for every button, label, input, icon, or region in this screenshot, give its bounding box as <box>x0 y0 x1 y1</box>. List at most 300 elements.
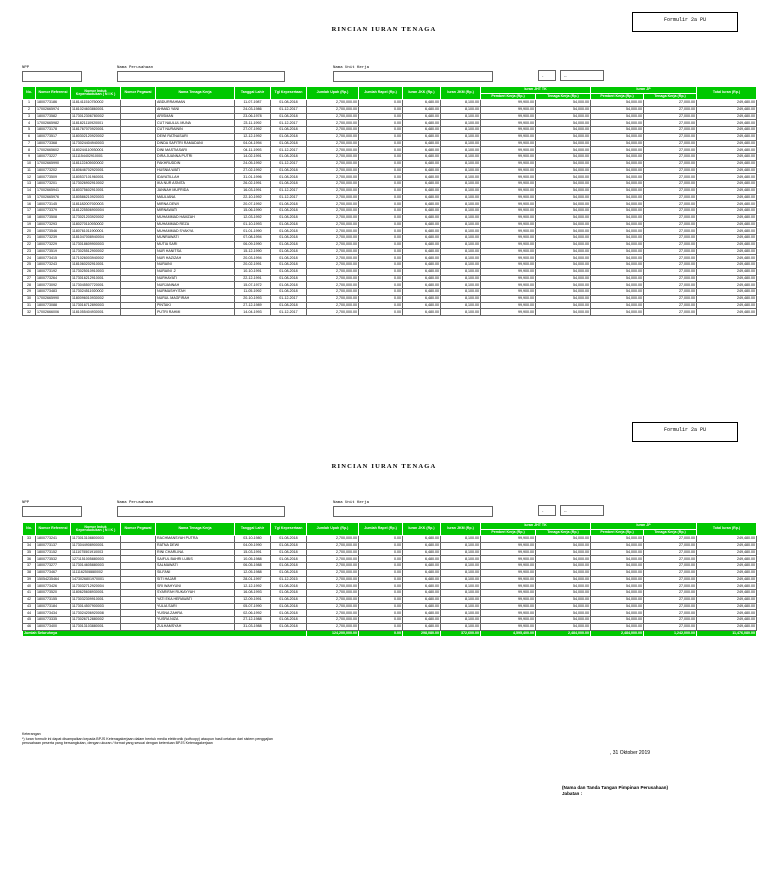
row-nik: 1181055404930001 <box>71 309 121 316</box>
row-jht-ee: 54,000.00 <box>536 569 591 576</box>
row-ref-no: 1800773239 <box>36 235 71 242</box>
row-jht-ee: 54,000.00 <box>536 295 591 302</box>
date-line: , 31 Oktober 2019 <box>610 750 651 756</box>
row-jp-er: 54,000.00 <box>591 120 644 127</box>
row-jkm: 8,100.00 <box>441 235 481 242</box>
row-dob: 27-07-1992 <box>235 127 271 134</box>
row-name: YUSRA NIZA <box>156 617 235 624</box>
row-dob: 20-03-1994 <box>235 255 271 262</box>
signature-position-line: Jabatan : <box>562 791 583 797</box>
row-rapel: 0.00 <box>359 228 403 235</box>
row-jht-er: 99,900.00 <box>481 302 536 309</box>
row-no: 35 <box>23 549 36 556</box>
table-row <box>23 174 757 181</box>
row-jkm: 8,100.00 <box>441 133 481 140</box>
row-join: 01-08-2018 <box>271 100 307 107</box>
row-wage: 2,700,000.00 <box>307 214 359 221</box>
row-nik: 1180244110930001 <box>71 147 121 154</box>
table-row <box>23 542 757 549</box>
row-jp-er: 54,000.00 <box>591 583 644 590</box>
row-jkk: 6,480.00 <box>403 127 441 134</box>
row-jkk: 6,480.00 <box>403 596 441 603</box>
row-no: 33 <box>23 536 36 543</box>
row-jht-ee: 54,000.00 <box>536 113 591 120</box>
row-jht-ee: 54,000.00 <box>536 590 591 597</box>
row-jp-er: 54,000.00 <box>591 214 644 221</box>
row-jht-ee: 54,000.00 <box>536 610 591 617</box>
row-wage: 2,700,000.00 <box>307 610 359 617</box>
row-nik: 1180270110930002 <box>71 221 121 228</box>
row-emp-no <box>121 154 156 161</box>
row-name: RACHMANSYAH PUTRA <box>156 536 235 543</box>
row-ref-no: 1800773546 <box>36 228 71 235</box>
row-jkm: 8,100.00 <box>441 255 481 262</box>
row-ref-no: 1800773092 <box>36 282 71 289</box>
row-jht-ee: 54,000.00 <box>536 275 591 282</box>
row-emp-no <box>121 208 156 215</box>
row-jht-er: 99,900.00 <box>481 221 536 228</box>
row-emp-no <box>121 255 156 262</box>
row-join: 01-08-2018 <box>271 542 307 549</box>
row-rapel: 0.00 <box>359 100 403 107</box>
row-jht-er: 99,900.00 <box>481 569 536 576</box>
row-jkm: 8,100.00 <box>441 563 481 570</box>
row-name: DEWI RATNASARI <box>156 133 235 140</box>
row-total: 249,480.00 <box>697 610 757 617</box>
header-jp-employee: Tenaga Kerja (Rp.) <box>644 529 697 536</box>
row-jht-er: 99,900.00 <box>481 154 536 161</box>
row-rapel: 0.00 <box>359 556 403 563</box>
row-no: 12 <box>23 174 36 181</box>
row-jp-er: 54,000.00 <box>591 255 644 262</box>
row-jp-er: 54,000.00 <box>591 228 644 235</box>
row-jht-ee: 54,000.00 <box>536 228 591 235</box>
row-jkm: 8,100.00 <box>441 120 481 127</box>
row-jht-ee: 54,000.00 <box>536 623 591 630</box>
row-jkm: 8,100.00 <box>441 603 481 610</box>
row-jkm: 8,100.00 <box>441 113 481 120</box>
row-join: 01-08-2018 <box>271 623 307 630</box>
row-rapel: 0.00 <box>359 221 403 228</box>
row-total: 249,480.00 <box>697 255 757 262</box>
notes-title: Keterangan <box>22 732 41 736</box>
row-jp-ee: 27,000.00 <box>644 603 697 610</box>
row-emp-no <box>121 596 156 603</box>
row-join: 01-08-2018 <box>271 167 307 174</box>
row-emp-no <box>121 268 156 275</box>
row-ref-no: 1800773184 <box>36 603 71 610</box>
row-ref-no: 1800773088 <box>36 302 71 309</box>
row-jht-ee: 54,000.00 <box>536 174 591 181</box>
header-nik: Nomor Induk Kependudukan ( N I K ) <box>71 87 121 100</box>
row-jht-er: 99,900.00 <box>481 596 536 603</box>
row-jkk: 6,480.00 <box>403 617 441 624</box>
row-join: 01-08-2018 <box>271 583 307 590</box>
row-nik: 1173026902910002 <box>71 181 121 188</box>
row-name: ARISMAN <box>156 113 235 120</box>
row-jp-ee: 27,000.00 <box>644 181 697 188</box>
row-no: 4 <box>23 120 36 127</box>
row-jkm: 8,100.00 <box>441 140 481 147</box>
row-wage: 2,700,000.00 <box>307 181 359 188</box>
row-name: MAULIANA <box>156 194 235 201</box>
row-jp-er: 54,000.00 <box>591 181 644 188</box>
row-join: 01-08-2018 <box>271 282 307 289</box>
row-no: 39 <box>23 576 36 583</box>
row-jp-ee: 27,000.00 <box>644 147 697 154</box>
row-jp-ee: 27,000.00 <box>644 282 697 289</box>
row-no: 41 <box>23 590 36 597</box>
row-name: YUSNA ZAHRA <box>156 610 235 617</box>
row-jkm: 8,100.00 <box>441 536 481 543</box>
form-code-box-2: Formulir 2a PU <box>632 422 738 442</box>
row-jkm: 8,100.00 <box>441 187 481 194</box>
row-nik: 1181411510750002 <box>71 100 121 107</box>
row-total: 249,480.00 <box>697 617 757 624</box>
table-row <box>23 133 757 140</box>
row-jht-er: 99,900.00 <box>481 214 536 221</box>
row-rapel: 0.00 <box>359 248 403 255</box>
row-dob: 20-02-1991 <box>235 262 271 269</box>
row-jkk: 6,480.00 <box>403 549 441 556</box>
row-dob: 20-07-1992 <box>235 201 271 208</box>
table-row <box>23 140 757 147</box>
header-jht: Iuran JHT TK <box>481 523 591 530</box>
row-dob: 12-05-1988 <box>235 569 271 576</box>
row-jp-ee: 27,000.00 <box>644 167 697 174</box>
header-wage: Jumlah Upah (Rp.) <box>307 87 359 100</box>
row-join: 01-08-2018 <box>271 596 307 603</box>
page-1 <box>0 0 768 420</box>
table-row <box>23 235 757 242</box>
row-wage: 2,700,000.00 <box>307 140 359 147</box>
row-jp-ee: 27,000.00 <box>644 235 697 242</box>
row-jkk: 6,480.00 <box>403 100 441 107</box>
row-name: MUHAMMAD SYAKYA <box>156 228 235 235</box>
row-wage: 2,700,000.00 <box>307 289 359 296</box>
row-join: 01-08-2018 <box>271 569 307 576</box>
header-jkm: Iuran JKM (Rp.) <box>441 523 481 536</box>
row-total: 249,480.00 <box>697 100 757 107</box>
row-rapel: 0.00 <box>359 255 403 262</box>
row-wage: 2,700,000.00 <box>307 596 359 603</box>
row-wage: 2,700,000.00 <box>307 536 359 543</box>
row-nik: 1173013103880001 <box>71 623 121 630</box>
period-to-field[interactable]: -- <box>560 70 604 81</box>
row-dob: 31-03-1988 <box>235 623 271 630</box>
row-name: YATI EKA HERAWATI <box>156 596 235 603</box>
table-row <box>23 255 757 262</box>
row-no: 27 <box>23 275 36 282</box>
row-ref-no: 1800773532 <box>36 556 71 563</box>
row-nik: 1181767070920001 <box>71 127 121 134</box>
row-rapel: 0.00 <box>359 596 403 603</box>
row-rapel: 0.00 <box>359 262 403 269</box>
row-jp-ee: 27,000.00 <box>644 295 697 302</box>
row-no: 1 <box>23 100 36 107</box>
row-rapel: 0.00 <box>359 160 403 167</box>
row-jkm: 8,100.00 <box>441 302 481 309</box>
row-jht-ee: 54,000.00 <box>536 160 591 167</box>
row-jp-er: 54,000.00 <box>591 154 644 161</box>
row-jkk: 6,480.00 <box>403 576 441 583</box>
signature-block <box>562 785 668 798</box>
row-emp-no <box>121 228 156 235</box>
row-join: 01-08-2018 <box>271 268 307 275</box>
row-jkk: 6,480.00 <box>403 590 441 597</box>
row-jht-ee: 54,000.00 <box>536 181 591 188</box>
row-rapel: 0.00 <box>359 167 403 174</box>
row-join: 01-08-2018 <box>271 563 307 570</box>
row-nik: 1473026801970001 <box>71 576 121 583</box>
total-jht-employee: 2,484,000.00 <box>536 630 591 637</box>
row-wage: 2,700,000.00 <box>307 569 359 576</box>
company-name-field[interactable] <box>117 71 285 82</box>
table-row <box>23 590 757 597</box>
row-wage: 2,700,000.00 <box>307 542 359 549</box>
row-nik: 1173032712920004 <box>71 583 121 590</box>
row-jp-ee: 27,000.00 <box>644 120 697 127</box>
table-row <box>23 262 757 269</box>
row-jht-er: 99,900.00 <box>481 167 536 174</box>
row-jkm: 8,100.00 <box>441 241 481 248</box>
row-jp-er: 54,000.00 <box>591 100 644 107</box>
row-wage: 2,700,000.00 <box>307 154 359 161</box>
row-name: MUHAMMAD HAMZAH <box>156 214 235 221</box>
row-dob: 27-02-1992 <box>235 167 271 174</box>
row-jht-ee: 54,000.00 <box>536 617 591 624</box>
period-from-field[interactable]: - <box>538 70 556 81</box>
row-rapel: 0.00 <box>359 536 403 543</box>
row-nik: 1173021203920002 <box>71 214 121 221</box>
row-ref-no: 1800773227 <box>36 154 71 161</box>
row-nik: 1173045507720001 <box>71 282 121 289</box>
row-name: MIRNAWATI <box>156 208 235 215</box>
row-no: 24 <box>23 255 36 262</box>
table-row <box>23 275 757 282</box>
row-no: 16 <box>23 201 36 208</box>
row-nik: 1181047008940004 <box>71 235 121 242</box>
row-jkm: 8,100.00 <box>441 610 481 617</box>
row-jkk: 6,480.00 <box>403 208 441 215</box>
row-join: 01-08-2018 <box>271 208 307 215</box>
row-join: 01-08-2018 <box>271 154 307 161</box>
npp-field-2[interactable] <box>22 506 82 517</box>
row-rapel: 0.00 <box>359 113 403 120</box>
row-jkk: 6,480.00 <box>403 228 441 235</box>
row-dob: 27-12-1988 <box>235 617 271 624</box>
row-nik: 1181060202910001 <box>71 262 121 269</box>
row-jht-ee: 54,000.00 <box>536 133 591 140</box>
row-ref-no: 1800773400 <box>36 623 71 630</box>
row-ref-no: 1800773582 <box>36 113 71 120</box>
header-rapel: Jumlah Rapel (Rp.) <box>359 87 403 100</box>
row-jht-er: 99,900.00 <box>481 275 536 282</box>
row-jht-er: 99,900.00 <box>481 194 536 201</box>
row-wage: 2,700,000.00 <box>307 295 359 302</box>
row-jkm: 8,100.00 <box>441 167 481 174</box>
row-jkk: 6,480.00 <box>403 235 441 242</box>
row-join: 01-08-2018 <box>271 248 307 255</box>
row-jht-er: 99,900.00 <box>481 576 536 583</box>
row-total: 249,480.00 <box>697 596 757 603</box>
row-ref-no: 1800773434 <box>36 610 71 617</box>
row-total: 249,480.00 <box>697 140 757 147</box>
row-dob: 02-06-1992 <box>235 610 271 617</box>
header-jp: Iuran JP <box>591 523 697 530</box>
row-dob: 12-03-1992 <box>235 214 271 221</box>
row-jht-er: 99,900.00 <box>481 255 536 262</box>
row-emp-no <box>121 167 156 174</box>
row-jkm: 8,100.00 <box>441 289 481 296</box>
total-jp-employee: 1,242,000.00 <box>644 630 697 637</box>
npp-field[interactable] <box>22 71 82 82</box>
row-jht-ee: 54,000.00 <box>536 262 591 269</box>
row-jp-er: 54,000.00 <box>591 241 644 248</box>
row-join: 01-08-2018 <box>271 181 307 188</box>
row-jht-ee: 54,000.00 <box>536 309 591 316</box>
row-jht-er: 99,900.00 <box>481 590 536 597</box>
header-join: Tgl Kepesertaan <box>271 523 307 536</box>
row-no: 20 <box>23 228 36 235</box>
header-no: No. <box>23 87 36 100</box>
row-ref-no: 1800773335 <box>36 617 71 624</box>
row-no: 6 <box>23 133 36 140</box>
row-jkm: 8,100.00 <box>441 556 481 563</box>
row-no: 28 <box>23 282 36 289</box>
row-jp-er: 54,000.00 <box>591 289 644 296</box>
period-to-field-2[interactable]: -- <box>560 505 604 516</box>
row-jkk: 6,480.00 <box>403 262 441 269</box>
row-jkm: 8,100.00 <box>441 127 481 134</box>
row-ref-no: 15054235464 <box>36 576 71 583</box>
row-dob: 16-08-1993 <box>235 590 271 597</box>
row-emp-no <box>121 120 156 127</box>
row-jht-ee: 54,000.00 <box>536 583 591 590</box>
row-jht-ee: 54,000.00 <box>536 127 591 134</box>
row-jp-ee: 27,000.00 <box>644 302 697 309</box>
header-nik: Nomor Induk Kependudukan ( N I K ) <box>71 523 121 536</box>
row-dob: 24-05-1992 <box>235 160 271 167</box>
row-jht-er: 99,900.00 <box>481 295 536 302</box>
row-jp-ee: 27,000.00 <box>644 241 697 248</box>
row-jp-er: 54,000.00 <box>591 140 644 147</box>
row-jht-er: 99,900.00 <box>481 603 536 610</box>
row-rapel: 0.00 <box>359 610 403 617</box>
row-ref-no: 1800773202 <box>36 167 71 174</box>
work-unit-label: Nama Unit Kerja <box>333 66 370 70</box>
row-jht-er: 99,900.00 <box>481 113 536 120</box>
row-jht-er: 99,900.00 <box>481 556 536 563</box>
row-jkm: 8,100.00 <box>441 282 481 289</box>
row-dob: 27-12-1989 <box>235 302 271 309</box>
row-jht-er: 99,900.00 <box>481 617 536 624</box>
row-jp-ee: 27,000.00 <box>644 596 697 603</box>
row-jkk: 6,480.00 <box>403 282 441 289</box>
row-dob: 15-03-1991 <box>235 549 271 556</box>
row-name: YULIA SARI <box>156 603 235 610</box>
row-jp-ee: 27,000.00 <box>644 542 697 549</box>
row-total: 249,480.00 <box>697 208 757 215</box>
row-emp-no <box>121 241 156 248</box>
row-jkk: 6,480.00 <box>403 154 441 161</box>
row-nik: 1173018609900003 <box>71 241 121 248</box>
row-emp-no <box>121 113 156 120</box>
row-jkm: 8,100.00 <box>441 228 481 235</box>
work-unit-field-2[interactable] <box>333 506 493 517</box>
row-nik: 1180625608930001 <box>71 590 121 597</box>
row-ref-no: 1800773277 <box>36 563 71 570</box>
row-jp-ee: 27,000.00 <box>644 617 697 624</box>
row-wage: 2,700,000.00 <box>307 255 359 262</box>
row-ref-no: 17002665990 <box>36 295 71 302</box>
period-from-field-2[interactable]: - <box>538 505 556 516</box>
npp-label-2: NPP <box>22 501 30 505</box>
row-join: 01-08-2018 <box>271 201 307 208</box>
row-emp-no <box>121 248 156 255</box>
row-jht-ee: 54,000.00 <box>536 187 591 194</box>
row-wage: 2,700,000.00 <box>307 113 359 120</box>
grand-total: 11,476,080.00 <box>697 630 757 637</box>
row-jp-ee: 27,000.00 <box>644 275 697 282</box>
row-jkk: 6,480.00 <box>403 133 441 140</box>
work-unit-field[interactable] <box>333 71 493 82</box>
row-no: 8 <box>23 147 36 154</box>
row-join: 01-08-2018 <box>271 603 307 610</box>
contribution-table-page-1 <box>22 86 757 316</box>
row-name: DIRA JUANNA PUTRI <box>156 154 235 161</box>
row-dob: 10-05-1988 <box>235 556 271 563</box>
row-total: 249,480.00 <box>697 549 757 556</box>
row-jkm: 8,100.00 <box>441 100 481 107</box>
row-jkm: 8,100.00 <box>441 248 481 255</box>
row-emp-no <box>121 289 156 296</box>
row-nik: 1173026712880002 <box>71 617 121 624</box>
row-wage: 2,700,000.00 <box>307 262 359 269</box>
header-jht: Iuran JHT TK <box>481 87 591 94</box>
row-emp-no <box>121 194 156 201</box>
row-jht-ee: 54,000.00 <box>536 221 591 228</box>
company-name-field-2[interactable] <box>117 506 285 517</box>
row-total: 249,480.00 <box>697 262 757 269</box>
row-wage: 2,700,000.00 <box>307 268 359 275</box>
row-join: 01-08-2018 <box>271 590 307 597</box>
row-name: NURMASHYITAH <box>156 289 235 296</box>
header-jkm: Iuran JKM (Rp.) <box>441 87 481 100</box>
row-name: SYARIFAH RUKAYYAH <box>156 590 235 597</box>
npp-label: NPP <box>22 66 30 70</box>
row-jht-ee: 54,000.00 <box>536 106 591 113</box>
row-join: 01-08-2018 <box>271 610 307 617</box>
row-wage: 2,700,000.00 <box>307 603 359 610</box>
row-ref-no: 17002665941 <box>36 187 71 194</box>
company-name-label-2: Nama Perusahaan <box>117 501 154 505</box>
row-jp-er: 54,000.00 <box>591 187 644 194</box>
row-jp-er: 54,000.00 <box>591 556 644 563</box>
row-no: 21 <box>23 235 36 242</box>
row-jkm: 8,100.00 <box>441 268 481 275</box>
row-no: 3 <box>23 113 36 120</box>
row-emp-no <box>121 563 156 570</box>
row-join: 01-12-2017 <box>271 295 307 302</box>
row-total: 249,480.00 <box>697 221 757 228</box>
row-jht-er: 99,900.00 <box>481 563 536 570</box>
row-jht-er: 99,900.00 <box>481 610 536 617</box>
row-jht-er: 99,900.00 <box>481 282 536 289</box>
row-dob: 14-02-1991 <box>235 154 271 161</box>
row-jkk: 6,480.00 <box>403 255 441 262</box>
row-join: 01-12-2017 <box>271 187 307 194</box>
